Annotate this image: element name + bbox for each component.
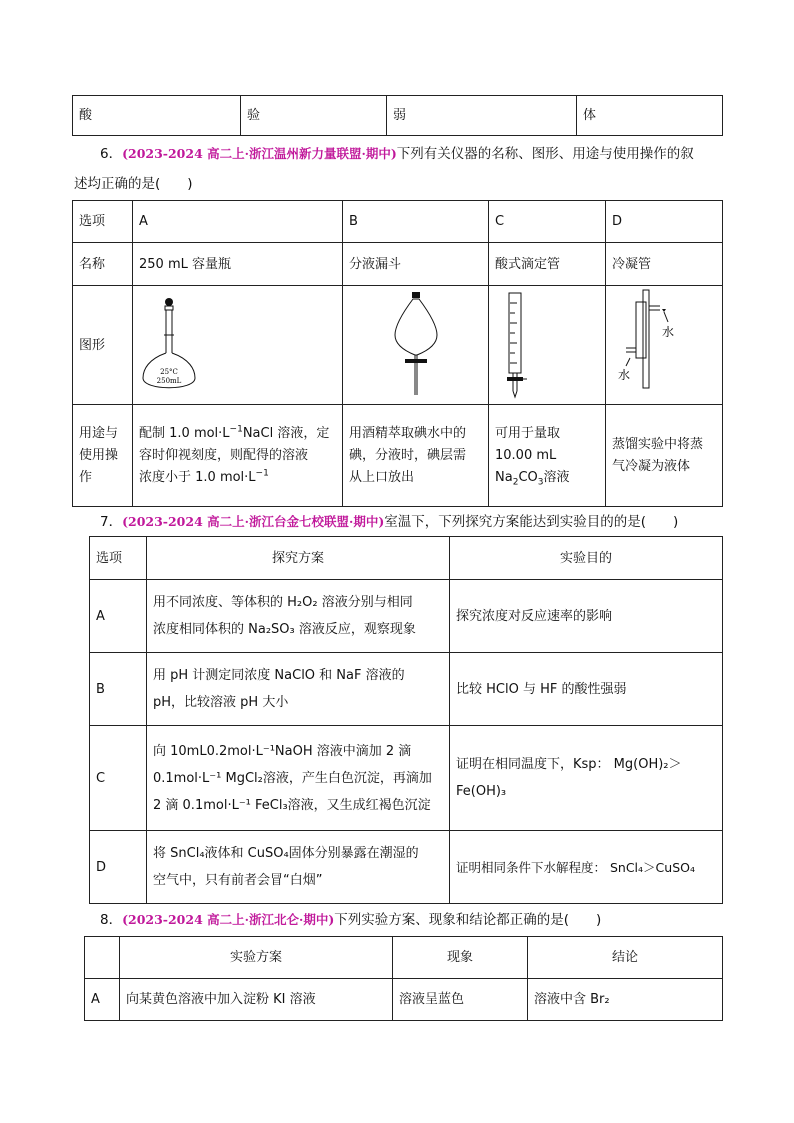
question-6-stem	[100, 143, 725, 165]
plan-cell: 用 pH 计测定同浓度 NaClO 和 NaF 溶液的 pH，比较溶液 pH 大小	[147, 653, 450, 726]
table-row	[90, 726, 723, 831]
goal-cell: 证明相同条件下水解程度： SnCl₄＞CuSO₄	[450, 831, 723, 904]
question-8-stem	[100, 909, 601, 931]
question-text: 室温下，下列探究方案能达到实验目的的是( )	[384, 514, 679, 530]
figure-cell	[343, 286, 489, 405]
water-out-label: 水	[662, 325, 675, 339]
goal-cell: 探究浓度对反应速率的影响	[450, 580, 723, 653]
row-header: 图形	[73, 286, 133, 405]
table-row	[90, 580, 723, 653]
q6-table	[72, 200, 723, 507]
option-label: C	[489, 201, 606, 243]
plan-cell: 向 10mL0.2mol·L⁻¹NaOH 溶液中滴加 2 滴 0.1mol·L⁻¹ MgCl₂溶液，产生白色沉淀，再滴加 2 滴 0.1mol·L⁻¹ FeCl₃溶液，又生成红褐色沉淀	[147, 726, 450, 831]
row-option: A	[90, 580, 147, 653]
instrument-name: 酸式滴定管	[489, 243, 606, 286]
question-number: 6．	[100, 146, 123, 162]
volumetric-flask-figure	[139, 295, 199, 395]
goal-cell: 证明在相同温度下，Ksp： Mg(OH)₂＞ Fe(OH)₃	[450, 726, 723, 831]
use-cell-d: 蒸馏实验中将蒸 气冷凝为液体	[606, 405, 723, 507]
figure-cell	[133, 286, 343, 405]
row-header: 选项	[73, 201, 133, 243]
column-header: 探究方案	[147, 537, 450, 580]
question-text: 下列实验方案、现象和结论都正确的是( )	[334, 912, 602, 928]
table-cell: 弱	[387, 96, 577, 136]
row-header: 名称	[73, 243, 133, 286]
option-label: B	[343, 201, 489, 243]
top-table	[72, 95, 723, 136]
row-option: A	[85, 979, 120, 1021]
table-row	[90, 653, 723, 726]
plan-cell: 用不同浓度、等体积的 H₂O₂ 溶液分别与相同 浓度相同体积的 Na₂SO₃ 溶液反应，观察现象	[147, 580, 450, 653]
plan-cell: 向某黄色溶液中加入淀粉 KI 溶液	[120, 979, 393, 1021]
column-header: 实验方案	[120, 937, 393, 979]
flask-label-temp: 25°C	[160, 368, 178, 376]
table-row	[90, 831, 723, 904]
plan-cell: 将 SnCl₄液体和 CuSO₄固体分别暴露在潮湿的 空气中，只有前者会冒“白烟”	[147, 831, 450, 904]
column-header	[85, 937, 120, 979]
question-number: 7．	[100, 514, 123, 530]
column-header: 实验目的	[450, 537, 723, 580]
question-source: (2023-2024 高二上·浙江台金七校联盟·期中)	[122, 514, 385, 529]
column-header: 选项	[90, 537, 147, 580]
question-source: (2023-2024 高二上·浙江北仑·期中)	[122, 912, 335, 927]
row-option: C	[90, 726, 147, 831]
column-header: 现象	[393, 937, 528, 979]
instrument-name: 冷凝管	[606, 243, 723, 286]
question-6-stem-line2	[74, 173, 193, 195]
use-cell-a: 配制 1.0 $mol\cdot L^{-1}NaCl$ 溶液，定 容时仰视刻度，则配得的溶液 浓度小于 1.0 $mol\cdot L^{-1}$	[133, 405, 343, 507]
conclusion-cell: 溶液中含 Br₂	[528, 979, 723, 1021]
phenomenon-cell: 溶液呈蓝色	[393, 979, 528, 1021]
row-option: B	[90, 653, 147, 726]
condenser-figure	[612, 286, 712, 394]
row-option: D	[90, 831, 147, 904]
question-number: 8．	[100, 912, 123, 928]
question-text: 述均正确的是( )	[74, 176, 193, 192]
goal-cell: 比较 HClO 与 HF 的酸性强弱	[450, 653, 723, 726]
table-cell: 验	[241, 96, 387, 136]
use-cell-b: 用酒精萃取碘水中的 碘，分液时，碘层需 从上口放出	[343, 405, 489, 507]
table-cell: 体	[577, 96, 723, 136]
column-header: 结论	[528, 937, 723, 979]
water-in-label: 水	[618, 368, 631, 382]
question-7-stem	[100, 511, 678, 533]
use-cell-c: 可用于量取 10.00 mL $Na_2CO_3$溶液	[489, 405, 606, 507]
option-label: D	[606, 201, 723, 243]
option-label: A	[133, 201, 343, 243]
table-cell: 酸	[73, 96, 241, 136]
q8-table	[84, 936, 723, 1021]
figure-cell	[489, 286, 606, 405]
separatory-funnel-figure	[391, 291, 441, 399]
figure-cell	[606, 286, 723, 405]
instrument-name: 250 mL 容量瓶	[133, 243, 343, 286]
burette-figure	[495, 291, 535, 399]
instrument-name: 分液漏斗	[343, 243, 489, 286]
q7-table	[89, 536, 723, 904]
question-text: 下列有关仪器的名称、图形、用途与使用操作的叙	[396, 146, 694, 162]
row-header-use: 用途与 使用操 作	[73, 405, 133, 507]
question-source: (2023-2024 高二上·浙江温州新力量联盟·期中)	[122, 146, 397, 161]
flask-label-volume: 250mL	[156, 377, 182, 385]
table-row	[85, 979, 723, 1021]
